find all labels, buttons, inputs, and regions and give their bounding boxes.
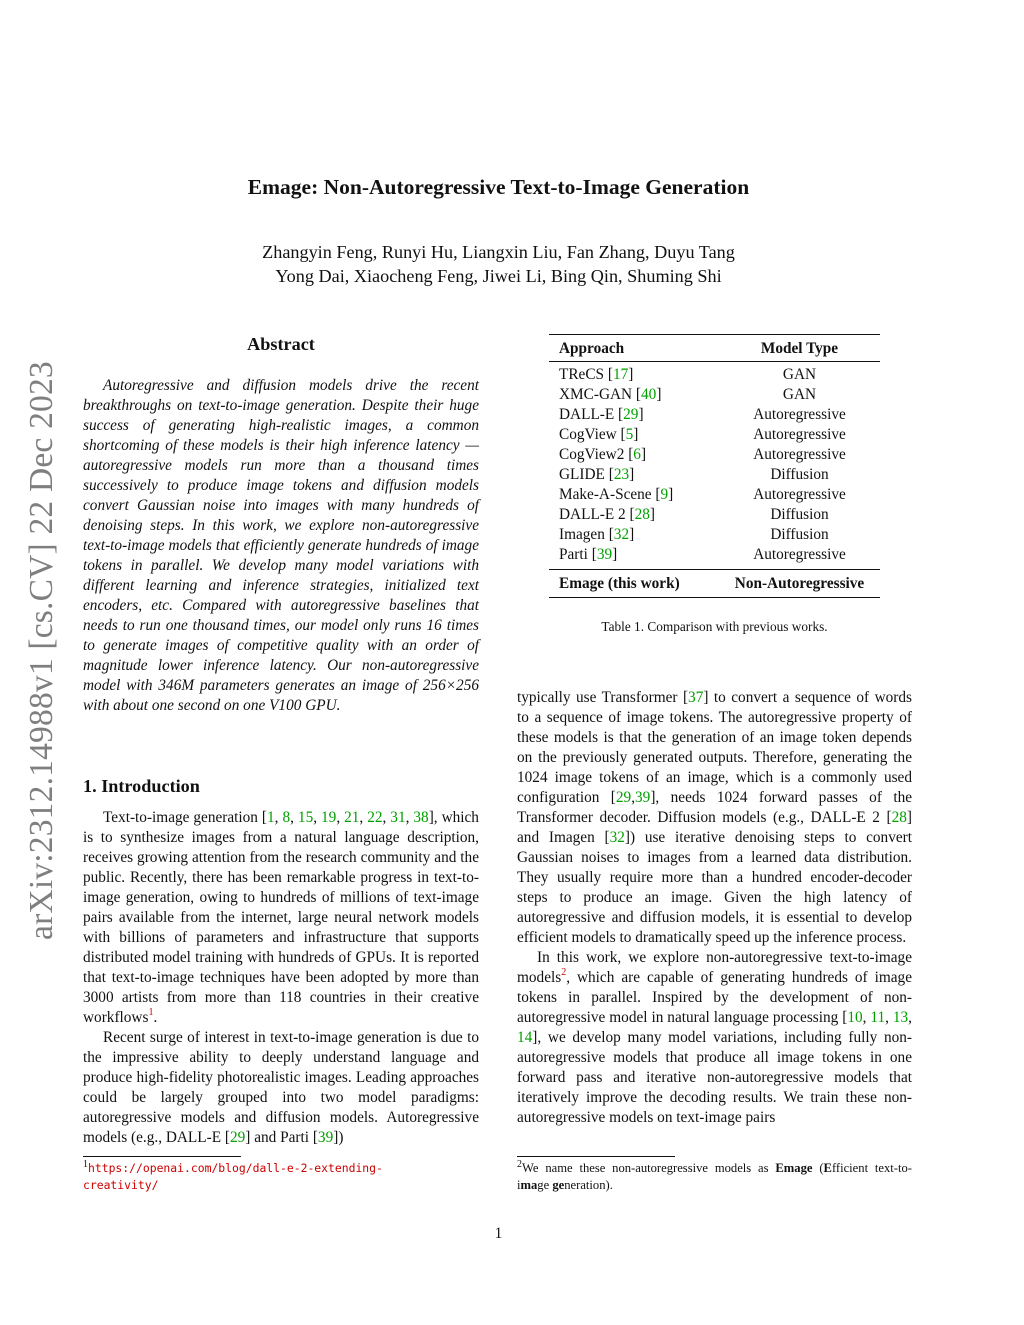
intro-paragraph-2: Recent surge of interest in text-to-image generation is due to the impressive ability to deeply understand language and produce high-fidelity photorealistic images. Leading approaches could be largely grouped into two model paradigms: autoregressive models and diffusion models. Autoregressive models (e.g., DALL-E [29] and Parti [39]) <box>83 1029 479 1146</box>
intro-left-column <box>83 808 479 1148</box>
citation-link[interactable]: 9 <box>660 486 669 503</box>
table-row: DALL-E [29] Autoregressive <box>559 406 846 423</box>
footnote-1-url[interactable]: https://openai.com/blog/dall-e-2-extending- <box>88 1161 383 1175</box>
table-body <box>549 362 880 569</box>
table-row: TReCS [17] GAN <box>559 366 817 383</box>
citation-link[interactable]: 10 <box>847 1009 863 1026</box>
table-header-approach: Approach <box>559 340 625 357</box>
table-row: CogView [5] Autoregressive <box>559 426 846 443</box>
introduction-heading: 1. Introduction <box>83 776 200 796</box>
footnote-1-number: 1 <box>83 1159 88 1170</box>
citation-link[interactable]: 17 <box>612 366 629 383</box>
author-list <box>0 240 997 288</box>
citation-link[interactable]: 22 <box>367 809 383 826</box>
table-row: Imagen [32] Diffusion <box>559 526 829 543</box>
abstract-text <box>83 376 479 716</box>
page-number: 1 <box>494 1225 503 1242</box>
citation-link[interactable]: 29 <box>623 406 639 423</box>
table-row: Parti [39] Autoregressive <box>559 546 846 563</box>
table-header-model-type: Model Type <box>760 340 839 357</box>
footnote-rule-right <box>517 1156 675 1157</box>
citation-link[interactable]: 39 <box>635 789 651 806</box>
citation-link[interactable]: 37 <box>688 689 704 706</box>
citation-link[interactable]: 31 <box>390 809 406 826</box>
table-row: GLIDE [23] Diffusion <box>559 466 829 483</box>
citation-link[interactable]: 15 <box>297 809 314 826</box>
footnote-rule-left <box>83 1156 241 1157</box>
authors-line-2: Yong Dai, Xiaocheng Feng, Jiwei Li, Bing Qin, Shuming Shi <box>275 266 722 286</box>
intro-paragraph-1: Text-to-image generation [1, 8, 15, 19, 21, 22, 31, 38], which is to synthesize images from a natural language description, receives growing attention from the research community and the public. Recently, there has been remarkable progress in text-to-image generation, owing to hundreds of millions of text-image pairs available from the internet, large neural network models with billions of parameters and infrastructure that supports distributed model training with hundreds of GPUs. It is reported that text-to-image techniques have been adopted by more than 3000 artists from more than 118 countries in their creative workflows$^1$. <box>83 809 479 1026</box>
footnote-ref-1[interactable]: 1 <box>148 1007 154 1018</box>
citation-link[interactable]: 28 <box>634 506 650 523</box>
citation-link[interactable]: 5 <box>625 426 634 443</box>
intro-right-column <box>517 688 912 1128</box>
citation-link[interactable]: 38 <box>413 809 429 826</box>
citation-link[interactable]: 40 <box>641 386 657 403</box>
citation-link[interactable]: 14 <box>517 1029 533 1046</box>
table-row-emage: Emage (this work) Non-Autoregressive <box>559 575 865 592</box>
footnote-2: $^2$We name these non-autoregressive models as Emage (Efficient text-to-image generation). <box>517 1159 912 1192</box>
citation-link[interactable]: 39 <box>317 1129 334 1146</box>
footnote-ref-2[interactable]: 2 <box>561 967 567 978</box>
abstract-heading: Abstract <box>247 334 315 354</box>
footnote-2-number: 2 <box>517 1159 522 1170</box>
table-caption: Table 1. Comparison with previous works. <box>601 619 828 634</box>
citation-link[interactable]: 6 <box>633 446 641 463</box>
citation-link[interactable]: 13 <box>892 1009 909 1026</box>
citation-link[interactable]: 21 <box>344 809 360 826</box>
citation-link[interactable]: 32 <box>613 526 630 543</box>
authors-line-1: Zhangyin Feng, Runyi Hu, Liangxin Liu, Fan Zhang, Duyu Tang <box>262 242 735 262</box>
table-row: DALL-E 2 [28] Diffusion <box>559 506 829 523</box>
intro-paragraph-4: In this work, we explore non-autoregressive text-to-image models$^2$, which are capable of generating hundreds of image tokens in parallel. Inspired by the development of non-autoregressive model in natural language processing [10, 11, 13, 14], we develop many model variations, including fully non-autoregressive models that produce all image tokens in one forward pass and iterative non-autoregressive models that iteratively improve the decoding results. We train these non-autoregressive models on text-image pairs <box>517 949 912 1126</box>
table-row: CogView2 [6] Autoregressive <box>559 446 846 463</box>
table-bottom-rule <box>549 597 880 598</box>
citation-link[interactable]: 29 <box>615 789 632 806</box>
citation-link[interactable]: 11 <box>870 1009 886 1026</box>
citation-link[interactable]: 32 <box>609 829 625 846</box>
arxiv-identifier: arXiv:2312.14988v1 [cs.CV] 22 Dec 2023 <box>23 361 60 940</box>
table-row: XMC-GAN [40] GAN <box>559 386 817 403</box>
table-row: Make-A-Scene [9] Autoregressive <box>559 486 846 503</box>
footnote-1-url-cont[interactable]: creativity/ <box>83 1178 159 1192</box>
citation-link[interactable]: 28 <box>891 809 907 826</box>
citation-link[interactable]: 19 <box>321 809 337 826</box>
citation-link[interactable]: 8 <box>282 809 291 826</box>
intro-paragraph-3: typically use Transformer [37] to convert a sequence of words to a sequence of image tokens. The autoregressive property of these models is that the generation of an image token depends on the previously generated outputs. Therefore, generating the 1024 image tokens of an image, which is a commonly used configuration [29,39], needs 1024 forward passes of the Transformer decoder. Diffusion models (e.g., DALL-E 2 [28] and Imagen [32]) use iterative denoising steps to convert Gaussian noises to images from a learned data distribution. They usually require more than a hundred encoder-decoder steps to produce an image. Given the high latency of autoregressive and diffusion models, it is essential to develop efficient models to dramatically speed up the inference process. <box>517 689 913 946</box>
table-header-row <box>549 335 880 361</box>
citation-link[interactable]: 23 <box>613 466 630 483</box>
footnote-1 <box>83 1160 483 1194</box>
comparison-table <box>549 334 880 598</box>
citation-link[interactable]: 39 <box>596 546 613 563</box>
abstract-paragraph: Autoregressive and diffusion models drive the recent breakthroughs on text-to-image generation. Despite their huge success of generating high-realistic images, a common shortcoming of these models is their high inference latency — autoregressive models run more than a thousand times successively to produce image tokens and diffusion models convert Gaussian noise into images with many hundreds of denoising steps. In this work, we explore non-autoregressive text-to-image models that efficiently generate hundreds of image tokens in parallel. We develop many model variations with different learning and inference strategies, initialized text encoders, etc. Compared with autoregressive baselines that needs to run one thousand times, our model only runs 16 times to generate images of competitive quality with an order of magnitude lower inference latency. Our non-autoregressive model with 346M parameters generates an image of 256×256 with about one second on one V100 GPU. <box>83 377 479 714</box>
citation-link[interactable]: 1 <box>267 809 275 826</box>
citation-link[interactable]: 29 <box>229 1129 246 1146</box>
paper-title: Emage: Non-Autoregressive Text-to-Image Generation <box>247 175 750 199</box>
